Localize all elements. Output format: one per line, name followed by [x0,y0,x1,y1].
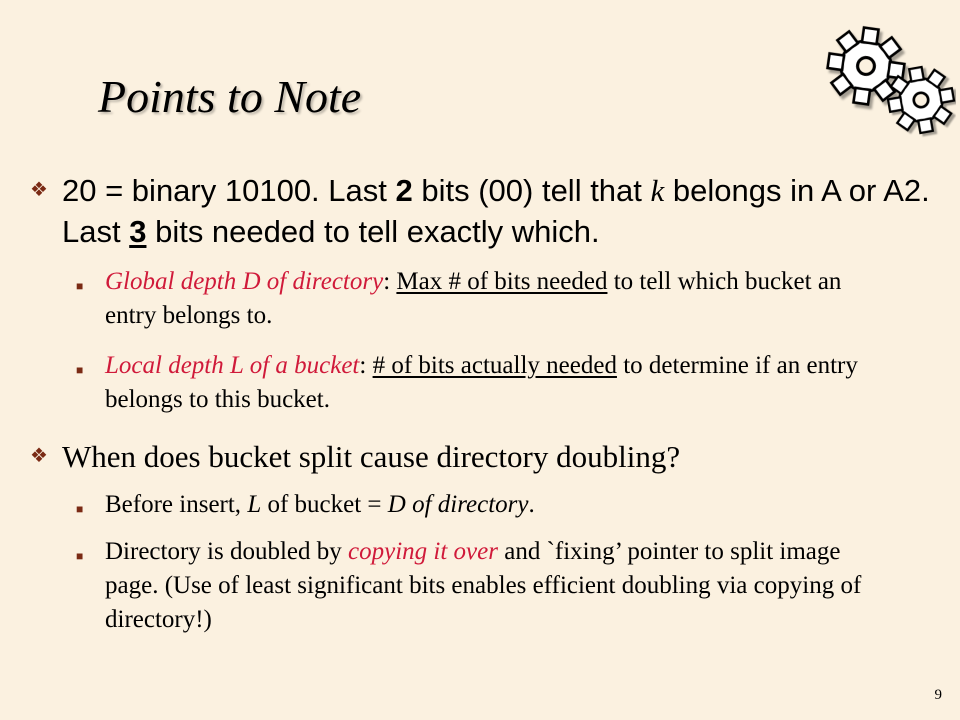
bullet-directory-doubling [30,436,930,477]
text-run: . [528,491,535,518]
bullet-text [105,265,876,333]
diamond-four-point-icon: ❖ [30,445,48,467]
text-run: belongs in A or A2. Last [62,173,930,249]
small-square-icon: ■ [76,279,84,293]
bullet-global-depth [76,265,876,333]
diamond-four-point-icon: ❖ [30,179,48,201]
small-square-icon: ■ [76,363,84,377]
term-local-depth: Local depth L of a bucket [105,352,360,379]
text-run: 20 = binary 10100. Last [62,173,396,208]
underlined-run: Max # of bits needed [396,268,608,295]
bullet-text [105,349,876,417]
underlined-run: # of bits actually needed [372,352,617,379]
emphasis-run: copying it over [348,538,498,565]
text-run: bits (00) tell that [412,173,651,208]
bullet-directory-doubled [76,535,876,637]
text-run: of bucket = [261,491,388,518]
text-run: bits needed to tell exactly which. [146,214,600,249]
text-run: to tell which bucket an entry belongs to. [105,268,842,329]
text-run: Before insert, [105,491,248,518]
bullet-text: When does bucket split cause directory doubling? [62,439,681,474]
page-number: 9 [934,687,942,703]
bold-run: 2 [395,173,413,208]
italic-run: k [650,173,665,208]
bullet-binary-20 [30,170,930,252]
small-square-icon: ■ [76,502,84,516]
text-run: : [383,268,397,295]
small-square-icon: ■ [76,549,84,563]
italic-run: D of directory [387,491,529,518]
bullet-local-depth [76,349,876,417]
slide-title: Points to Note [98,71,362,122]
text-run: Directory is doubled by [105,538,349,565]
bullet-text [105,535,876,637]
gears-icon [806,8,956,140]
text-run: and `fixing’ pointer to split image page. (Use of least significant bits enables efficient doubling via copying of directory!) [105,538,862,633]
bullet-before-insert [76,488,876,522]
term-global-depth: Global depth D of directory [105,268,384,295]
bold-underlined-run: 3 [129,214,147,249]
bullet-text [105,488,876,522]
text-run: : [359,352,373,379]
italic-run: L [247,491,262,518]
bullet-text [62,170,930,252]
text-run: to determine if an entry belongs to this bucket. [105,352,858,413]
